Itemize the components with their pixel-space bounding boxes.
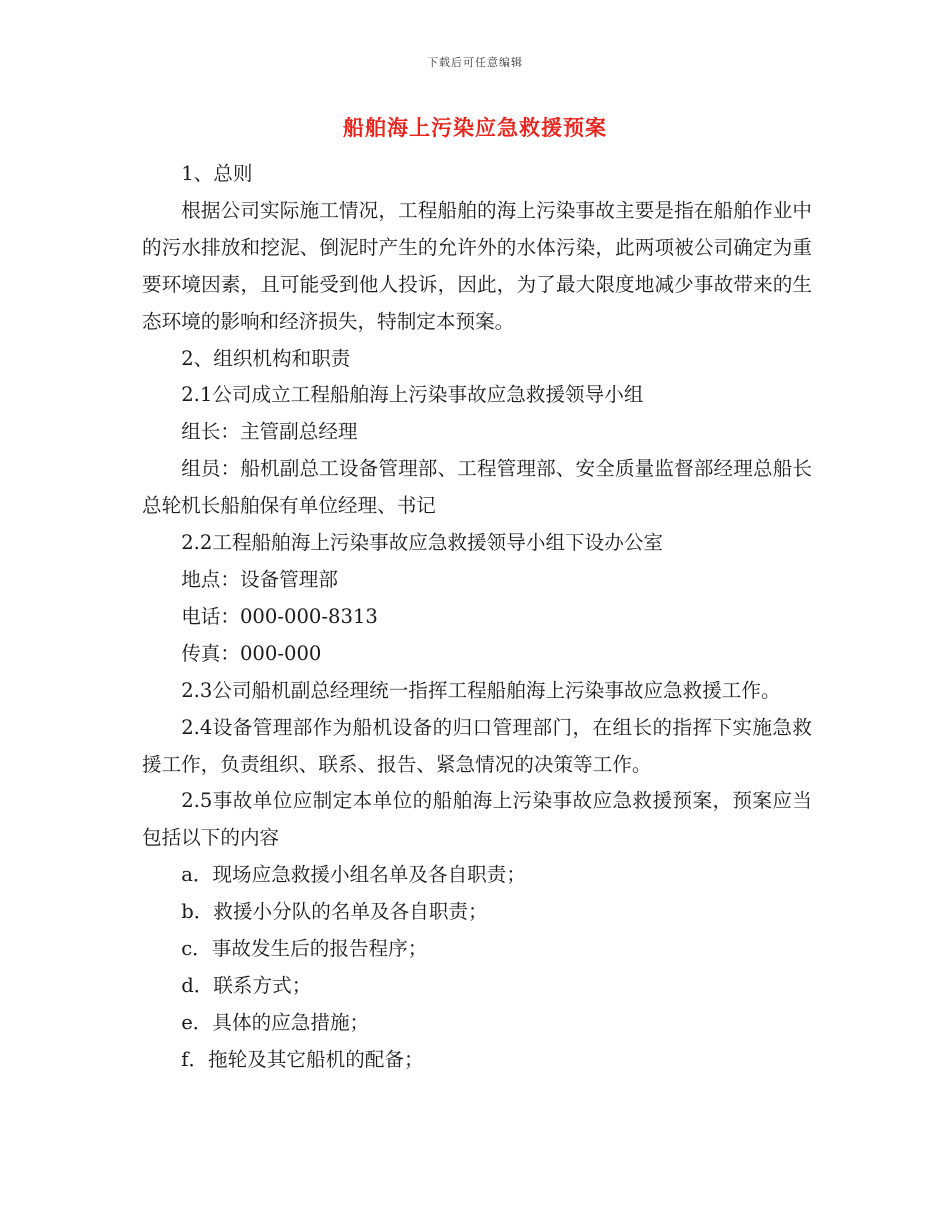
paragraph: 2.5事故单位应制定本单位的船舶海上污染事故应急救援预案，预案应当包括以下的内容 [142, 789, 812, 850]
section-heading: 1、总则 [181, 162, 253, 185]
document-title: 船舶海上污染应急救援预案 [343, 116, 607, 140]
paragraph: 2.4设备管理部作为船机设备的归口管理部门，在组长的指挥下实施急救援工作，负责组织、联系、报告、紧急情况的决策等工作。 [142, 715, 812, 776]
list-item: c．事故发生后的报告程序； [181, 937, 428, 961]
paragraph: 2.3公司船机副总经理统一指挥工程船舶海上污染事故应急救援工作。 [181, 678, 781, 702]
paragraph: 电话：000-000-8313 [181, 604, 378, 628]
list-item: a．现场应急救援小组名单及各自职责； [181, 863, 526, 887]
header-note: 下载后可任意编辑 [427, 56, 523, 69]
document-body [142, 156, 812, 1079]
list-item: e．具体的应急措施； [181, 1010, 370, 1034]
subsection-heading: 2.2工程船舶海上污染事故应急救援领导小组下设办公室 [181, 531, 664, 555]
paragraph: 根据公司实际施工情况，工程船舶的海上污染事故主要是指在船舶作业中的污水排放和挖泥、倒泥时产生的允许外的水体污染，此两项被公司确定为重要环境因素，且可能受到他人投诉，因此，为了最大限度地减少事故带来的生态环境的影响和经济损失，特制定本预案。 [142, 198, 812, 333]
list-item: b．救援小分队的名单及各自职责； [181, 900, 488, 924]
paragraph: 组长：主管副总经理 [181, 420, 358, 444]
list-item: f．拖轮及其它船机的配备； [181, 1047, 424, 1071]
paragraph: 传真：000-000 [181, 641, 322, 665]
paragraph: 组员：船机副总工设备管理部、工程管理部、安全质量监督部经理总船长总轮机长船舶保有单位经理、书记 [142, 457, 812, 518]
section-heading: 2、组织机构和职责 [181, 346, 351, 370]
paragraph: 地点：设备管理部 [181, 567, 338, 591]
subsection-heading: 2.1公司成立工程船舶海上污染事故应急救援领导小组 [181, 383, 644, 407]
list-item: d．联系方式； [181, 973, 312, 997]
